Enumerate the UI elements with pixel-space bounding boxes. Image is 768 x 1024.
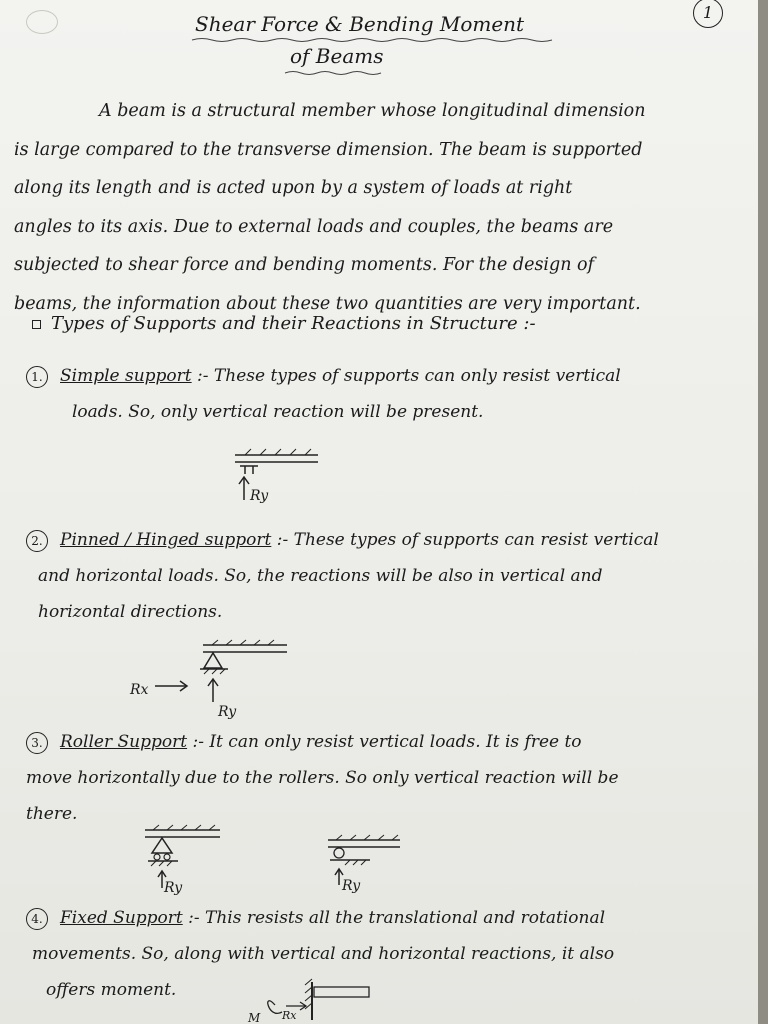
- roller-support-diagram-a: [145, 825, 220, 896]
- intro-line: beams, the information about these two quantities are very important.: [14, 293, 641, 314]
- item-name: Simple support: [60, 366, 192, 386]
- ry-label: Ry: [342, 878, 361, 894]
- intro-line: is large compared to the transverse dimension. The beam is supported: [14, 139, 643, 160]
- pinned-support-diagram: [129, 640, 287, 720]
- intro-line: A beam is a structural member whose longitudinal dimension: [99, 101, 646, 121]
- rx-label: Rx: [282, 1009, 297, 1022]
- roller-support-diagram-b: [328, 835, 400, 894]
- support-item-fixed: 4. Fixed Support :- This resists all the translational and rotational movements. So, along with vertical and horizontal reactions, it also offers moment.: [26, 900, 756, 1008]
- ry-label: Ry: [250, 488, 269, 504]
- intro-line: along its length and is acted upon by a system of loads at right: [14, 178, 573, 198]
- item-name: Pinned / Hinged support: [60, 530, 272, 550]
- ry-label: Ry: [218, 704, 237, 720]
- simple-support-diagram: [235, 449, 318, 504]
- support-item-simple: 1. Simple support :- These types of supports can only resist vertical loads. So, only vertical reaction will be present.: [26, 358, 756, 430]
- section-heading: Types of Supports and their Reactions in Structure :-: [32, 313, 536, 334]
- item-number: 4.: [26, 908, 48, 930]
- intro-line: angles to its axis. Due to external loads and couples, the beams are: [14, 216, 614, 237]
- rx-label: Rx: [130, 682, 149, 698]
- m-label: M: [248, 1011, 261, 1024]
- item-number: 3.: [26, 732, 48, 754]
- page-number: 1: [693, 0, 723, 28]
- support-item-roller: 3. Roller Support :- It can only resist vertical loads. It is free to move horizontally due to the rollers. So only vertical reaction will be there.: [26, 732, 619, 824]
- item-number: 1.: [26, 366, 48, 388]
- ry-label: Ry: [164, 880, 183, 896]
- title-line-1: Shear Force & Bending Moment: [195, 12, 525, 36]
- fixed-support-diagram: [247, 979, 369, 1024]
- intro-line: subjected to shear force and bending moments. For the design of: [14, 255, 595, 275]
- item-name: Roller Support: [60, 732, 188, 752]
- support-item-pinned: 2. Pinned / Hinged support :- These types of supports can resist vertical and horizontal loads. So, the reactions will be also in vertical and horizontal directions.: [26, 522, 756, 630]
- title-line-2: of Beams: [290, 44, 384, 68]
- item-number: 2.: [26, 530, 48, 552]
- item-name: Fixed Support: [60, 908, 183, 928]
